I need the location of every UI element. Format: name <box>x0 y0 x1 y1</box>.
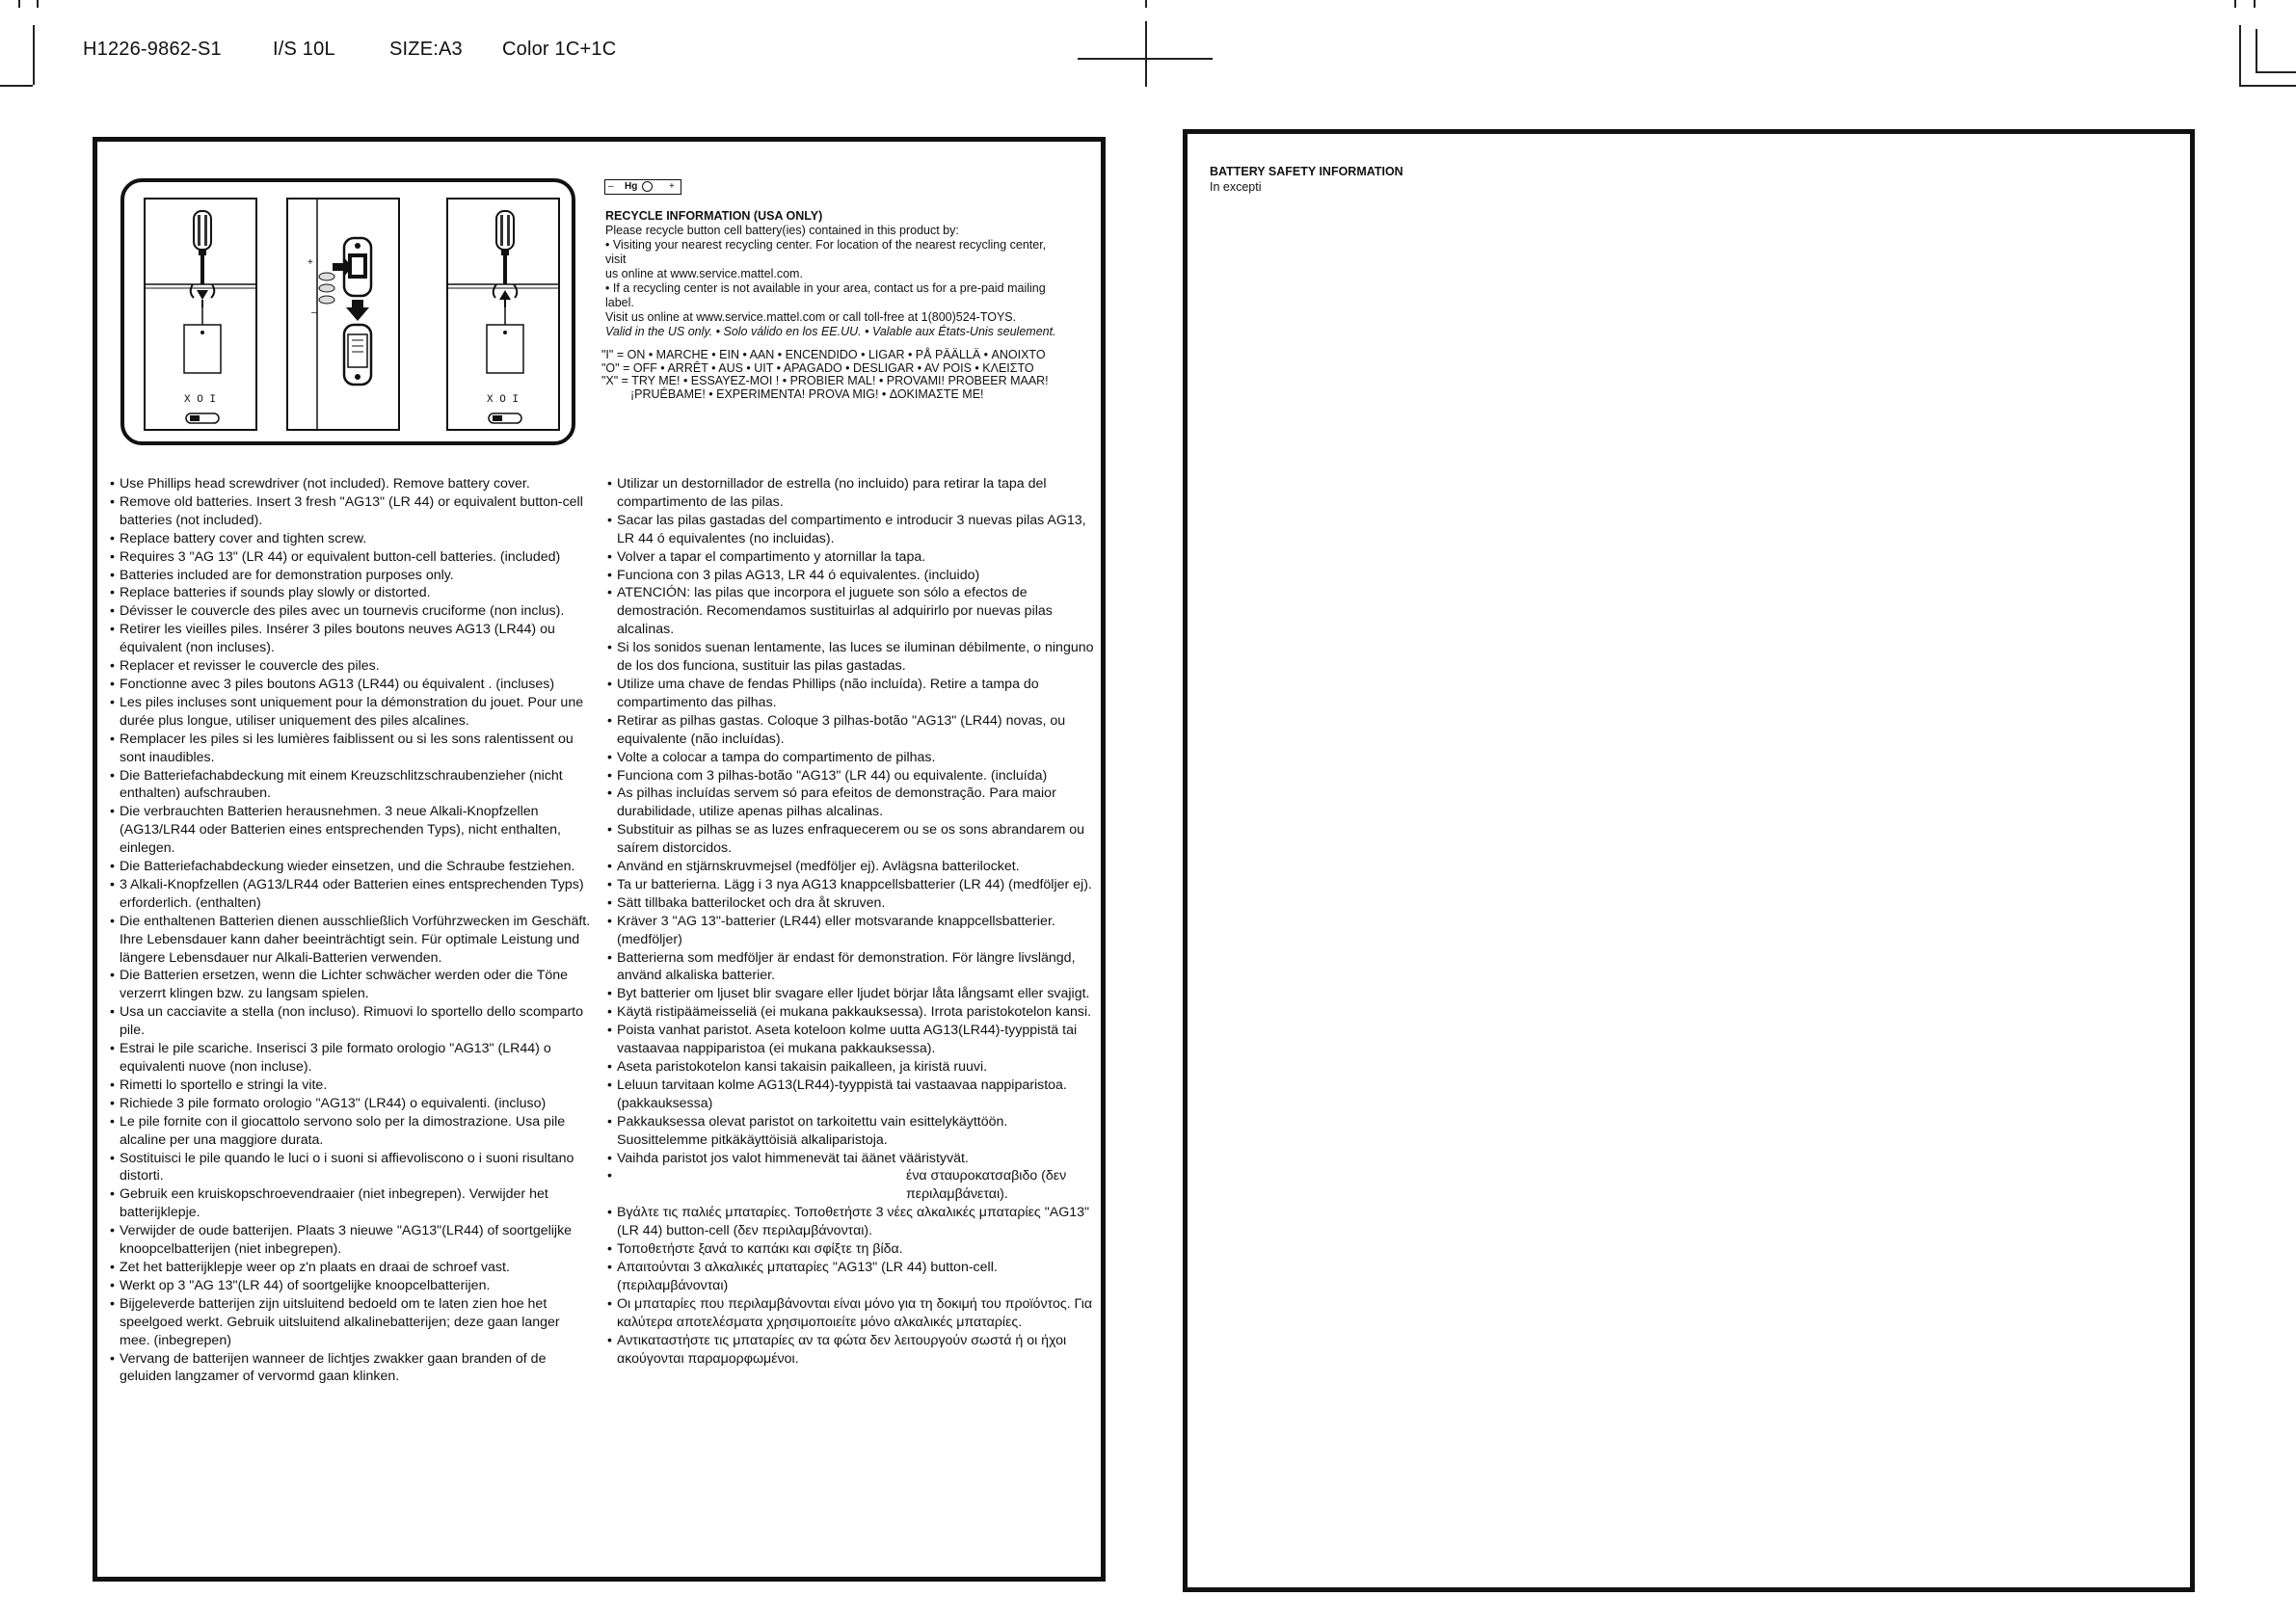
list-item: • Utilize uma chave de fendas Phillips (não incluída). Retire a tampa do compartimento das pilhas. <box>607 676 1094 712</box>
step-3-replace-cover <box>446 198 560 431</box>
list-item: • Die enthaltenen Batterien dienen ausschließlich Vorführzwecken im Geschäft. Ihre Lebensdauer kann daher beeinträchtigt sein. Für optimale Leistung und längere Lebensdauer nur Alkali-Batterien verwenden. <box>110 913 592 968</box>
list-item: • Replace battery cover and tighten screw. <box>110 530 592 548</box>
list-item: • Werkt op 3 "AG 13"(LR 44) of soortgelijke knoopcelbatterijen. <box>110 1277 592 1295</box>
list-item: • Substituir as pilhas se as luzes enfraquecerem ou se os sons abrandarem ou saírem distorcidos. <box>607 821 1094 858</box>
recycle-bullet-1-cont: us online at www.service.mattel.com. <box>605 267 803 280</box>
list-item: • Les piles incluses sont uniquement pour la démonstration du jouet. Pour une durée plus longue, utiliser uniquement des piles alcalines. <box>110 694 592 731</box>
list-item: • Retirer les vieilles piles. Insérer 3 piles boutons neuves AG13 (LR44) ou équivalent (non incluses). <box>110 621 592 657</box>
crop-mark <box>2254 0 2256 8</box>
print-is: I/S 10L <box>273 39 335 60</box>
list-item: • Rimetti lo sportello e stringi la vite. <box>110 1077 592 1095</box>
list-item: • Batterierna som medföljer är endast för demonstration. För längre livslängd, använd alkaliska batterier. <box>607 949 1094 986</box>
instructions-italian <box>110 1003 592 1185</box>
list-item: • Ta ur batterierna. Lägg i 3 nya AG13 knappcellsbatterier (LR 44) (medföljer ej). <box>607 876 1094 894</box>
list-item: • Die Batteriefachabdeckung mit einem Kreuzschlitzschraubenzieher (nicht enthalten) aufschrauben. <box>110 767 592 804</box>
list-item: • Batteries included are for demonstration purposes only. <box>110 567 592 585</box>
crop-mark <box>1145 0 1147 8</box>
list-item: • Si los sonidos suenan lentamente, las luces se iluminan débilmente, o ninguno de los dos funciona, sustituir las pilas gastadas. <box>607 639 1094 676</box>
recycle-intro: Please recycle button cell battery(ies) contained in this product by: <box>605 224 959 237</box>
list-item: • Leluun tarvitaan kolme AG13(LR44)-tyyppistä tai vastaavaa nappiparistoa. (pakkauksessa) <box>607 1077 1094 1113</box>
list-item: • Byt batterier om ljuset blir svagare eller ljudet börjar låta långsamt eller svajigt. <box>607 985 1094 1003</box>
instructions-column-left <box>110 475 592 1386</box>
list-item: • Sacar las pilas gastadas del compartimento e introducir 3 nuevas pilas AG13, LR 44 ó equivalentes (no incluidas). <box>607 512 1094 548</box>
print-size: SIZE:A3 <box>389 39 463 60</box>
instructions-french <box>110 602 592 766</box>
registration-mark <box>1145 21 1147 87</box>
instructions-portuguese <box>607 676 1094 858</box>
crop-mark <box>2239 25 2241 85</box>
list-item: • Αντικαταστήστε τις μπαταρίες αν τα φώτα δεν λειτουργούν σωστά ή οι ήχοι ακούγονται παραμορφωμένοι. <box>607 1332 1094 1369</box>
list-item: • Use Phillips head screwdriver (not included). Remove battery cover. <box>110 475 592 493</box>
recycle-bullet-1: • Visiting your nearest recycling center. For location of the nearest recycling center, visit <box>605 238 1047 266</box>
list-item: • Gebruik een kruiskopschroevendraaier (niet inbegrepen). Verwijder het batterijklepje. <box>110 1185 592 1222</box>
list-item: • Zet het batterijklepje weer op z'n plaats en draai de schroef vast. <box>110 1259 592 1277</box>
crop-mark <box>2256 29 2257 71</box>
list-item: • Remove old batteries. Insert 3 fresh "AG13" (LR 44) or equivalent button-cell batteries (not included). <box>110 493 592 530</box>
crop-mark <box>2234 0 2236 8</box>
crop-mark <box>37 0 39 8</box>
list-item: • Le pile fornite con il giocattolo servono solo per la dimostrazione. Usa pile alcaline per una maggiore durata. <box>110 1113 592 1150</box>
switch-positions-label: X O I <box>184 394 217 406</box>
battery-minus: – <box>608 181 614 192</box>
svg-text:–: – <box>311 307 317 318</box>
recycle-bullet-2: • If a recycling center is not available in your area, contact us for a pre-paid mailing label. <box>605 281 1046 309</box>
switch-legend-try-me-cont: ¡PRUÉBAME! • EXPERIMENTA! PROVA MIG! • ΔΟΚΙΜΑΣΤΕ ΜΕ! <box>630 386 984 401</box>
list-item: • Estrai le pile scariche. Inserisci 3 pile formato orologio "AG13" (LR44) o equivalenti nuove (non incluse). <box>110 1040 592 1077</box>
battery-safety-panel <box>1183 129 2195 1592</box>
step-1-remove-cover <box>144 198 257 431</box>
recycle-bullet-2-cont: Visit us online at www.service.mattel.com or call toll-free at 1(800)524-TOYS. <box>605 310 1017 324</box>
instructions-greek <box>607 1167 1094 1368</box>
instructions-dutch <box>110 1185 592 1386</box>
battery-plus: + <box>669 181 675 192</box>
list-item: • Richiede 3 pile formato orologio "AG13" (LR44) o equivalenti. (incluso) <box>110 1095 592 1113</box>
list-item: • Fonctionne avec 3 piles boutons AG13 (LR44) ou équivalent . (incluses) <box>110 676 592 694</box>
list-item: • Replacer et revisser le couvercle des piles. <box>110 657 592 676</box>
switch-legend-try-me: "X" = TRY ME! • ESSAYEZ-MOI ! • PROBIER MAL! • PROVAMI! PROBEER MAAR! <box>601 374 1049 387</box>
list-item: • Die verbrauchten Batterien herausnehmen. 3 neue Alkali-Knopfzellen (AG13/LR44 oder Batterien eines entsprechenden Typs), nicht enthalten, einlegen. <box>110 803 592 858</box>
list-item: • Aseta paristokotelon kansi takaisin paikalleen, ja kiristä ruuvi. <box>607 1058 1094 1077</box>
list-item <box>607 1167 1094 1204</box>
recycle-information <box>605 209 1068 339</box>
battery-safety-section <box>1210 164 1595 195</box>
battery-hg-label: Hg <box>625 181 638 192</box>
list-item: • Använd en stjärnskruvmejsel (medföljer ej). Avlägsna batterilocket. <box>607 858 1094 876</box>
battery-compartment-icon <box>288 200 400 431</box>
recycle-icon <box>642 181 653 192</box>
list-item: • Sätt tillbaka batterilocket och dra åt skruven. <box>607 894 1094 913</box>
instructions-spanish <box>607 475 1094 676</box>
recycle-title: RECYCLE INFORMATION (USA ONLY) <box>605 209 823 223</box>
instructions-german <box>110 767 592 1004</box>
list-item: • Απαιτούνται 3 αλκαλικές μπαταρίες "AG13" (LR 44) button-cell. (περιλαμβάνονται) <box>607 1259 1094 1295</box>
list-item: • Utilizar un destornillador de estrella (no incluido) para retirar la tapa del compartimento de las pilas. <box>607 475 1094 512</box>
list-item: • Die Batteriefachabdeckung wieder einsetzen, und die Schraube festziehen. <box>110 858 592 876</box>
list-item: • Poista vanhat paristot. Aseta koteloon kolme uutta AG13(LR44)-tyyppistä tai vastaavaa nappiparistoa (ei mukana pakkauksessa). <box>607 1022 1094 1058</box>
print-code: H1226-9862-S1 <box>83 39 222 60</box>
instructions-finnish <box>607 1003 1094 1167</box>
list-item: • 3 Alkali-Knopfzellen (AG13/LR44 oder Batterien eines entsprechenden Typs) erforderlich. (enthalten) <box>110 876 592 913</box>
list-item: • Kräver 3 "AG 13"-batterier (LR44) eller motsvarande knappcellsbatterier. (medföljer) <box>607 913 1094 949</box>
list-item: • Vervang de batterijen wanneer de lichtjes zwakker gaan branden of de geluiden langzamer of vervormd gaan klinken. <box>110 1350 592 1387</box>
switch-legend-off: "O" = OFF • ARRÊT • AUS • UIT • APAGADO • DESLIGAR • AV POIS • ΚΛΕΙΣΤΟ <box>601 360 1034 375</box>
recycle-valid: Valid in the US only. • Solo válido en los EE.UU. • Valable aux États-Unis seulement. <box>605 325 1056 338</box>
list-item: • Sostituisci le pile quando le luci o i suoni si affievoliscono o i suoni risultano distorti. <box>110 1150 592 1186</box>
battery-install-illustration <box>120 178 575 445</box>
instructions-english <box>110 475 592 602</box>
crop-mark <box>0 85 33 87</box>
list-item: • Τοποθετήστε ξανά το καπάκι και σφίξτε τη βίδα. <box>607 1240 1094 1259</box>
list-item: • Vaihda paristot jos valot himmenevät tai äänet vääristyvät. <box>607 1150 1094 1168</box>
crop-mark <box>33 25 35 85</box>
list-item: • Requires 3 "AG 13" (LR 44) or equivalent button-cell batteries. (included) <box>110 548 592 567</box>
list-item: • As pilhas incluídas servem só para efeitos de demonstração. Para maior durabilidade, utilize apenas pilhas alcalinas. <box>607 785 1094 821</box>
list-item: • Pakkauksessa olevat paristot on tarkoitettu vain esittelykäyttöön. Suosittelemme pitkäkäyttöisiä alkaliparistoja. <box>607 1113 1094 1150</box>
list-item: • Bijgeleverde batterijen zijn uitsluitend bedoeld om te laten zien hoe het speelgoed werkt. Gebruik uitsluitend alkalinebatterijen; deze gaan langer mee. (inbegrepen) <box>110 1295 592 1350</box>
list-item: • Verwijder de oude batterijen. Plaats 3 nieuwe "AG13"(LR44) of soortgelijke knoopcelbatterijen (niet inbegrepen). <box>110 1222 592 1259</box>
list-item: • Käytä ristipäämeisseliä (ei mukana pakkauksessa). Irrota paristokotelon kansi. <box>607 1003 1094 1022</box>
list-item: • Funciona con 3 pilas AG13, LR 44 ó equivalentes. (incluido) <box>607 567 1094 585</box>
list-item: • Retirar as pilhas gastas. Coloque 3 pilhas-botão "AG13" (LR44) novas, ou equivalente (não incluídas). <box>607 712 1094 749</box>
instructions-swedish <box>607 858 1094 1003</box>
battery-hg-icon <box>604 179 681 195</box>
switch-legend <box>601 349 1083 401</box>
list-item: • Usa un cacciavite a stella (non incluso). Rimuovi lo sportello dello scomparto pile. <box>110 1003 592 1040</box>
list-item: • Volver a tapar el compartimento y atornillar la tapa. <box>607 548 1094 567</box>
switch-positions-label: X O I <box>487 394 520 406</box>
list-item: • Remplacer les piles si les lumières faiblissent ou si les sons ralentissent ou sont inaudibles. <box>110 731 592 767</box>
list-item: • Die Batterien ersetzen, wenn die Lichter schwächer werden oder die Töne verzerrt klingen bzw. zu langsam spielen. <box>110 967 592 1003</box>
list-item: • Βγάλτε τις παλιές μπαταρίες. Τοποθετήστε 3 νέες αλκαλικές μπαταρίες "AG13" (LR 44) button-cell (δεν περιλαμβάνονται). <box>607 1204 1094 1240</box>
crop-mark <box>2239 85 2296 87</box>
list-item: • ATENCIÓN: las pilas que incorpora el juguete son sólo a efectos de demostración. Recomendamos sustituirlas al adquirirlo por nuevas pilas alcalinas. <box>607 584 1094 639</box>
battery-safety-title: BATTERY SAFETY INFORMATION <box>1210 165 1403 178</box>
print-color: Color 1C+1C <box>502 39 617 60</box>
step-2-insert-batteries <box>286 198 400 431</box>
crop-mark <box>18 0 20 8</box>
battery-safety-text: In excepti <box>1210 180 1262 194</box>
instructions-column-right <box>607 475 1094 1368</box>
list-item: • Replace batteries if sounds play slowly or distorted. <box>110 584 592 602</box>
list-item: • Dévisser le couvercle des piles avec un tournevis cruciforme (non inclus). <box>110 602 592 621</box>
list-item: • Funciona com 3 pilhas-botão "AG13" (LR 44) ou equivalente. (incluída) <box>607 767 1094 785</box>
greek-first-item: • ένα σταυροκατσαβιδο (δεν περιλαμβάνεται). <box>906 1168 1067 1203</box>
list-item: • Οι μπαταρίες που περιλαμβάνονται είναι μόνο για τη δοκιμή του προϊόντος. Για καλύτερα αποτελέσματα χρησιμοποιείτε μόνο αλκαλικές μπαταρίες. <box>607 1295 1094 1332</box>
crop-mark <box>2256 71 2296 73</box>
switch-legend-on: "I" = ON • MARCHE • EIN • AAN • ENCENDIDO • LIGAR • PÅ PÄÄLLÄ • ΑΝΟΙΧΤΟ <box>601 348 1046 361</box>
svg-text:+: + <box>307 257 313 268</box>
list-item: • Volte a colocar a tampa do compartimento de pilhas. <box>607 749 1094 767</box>
